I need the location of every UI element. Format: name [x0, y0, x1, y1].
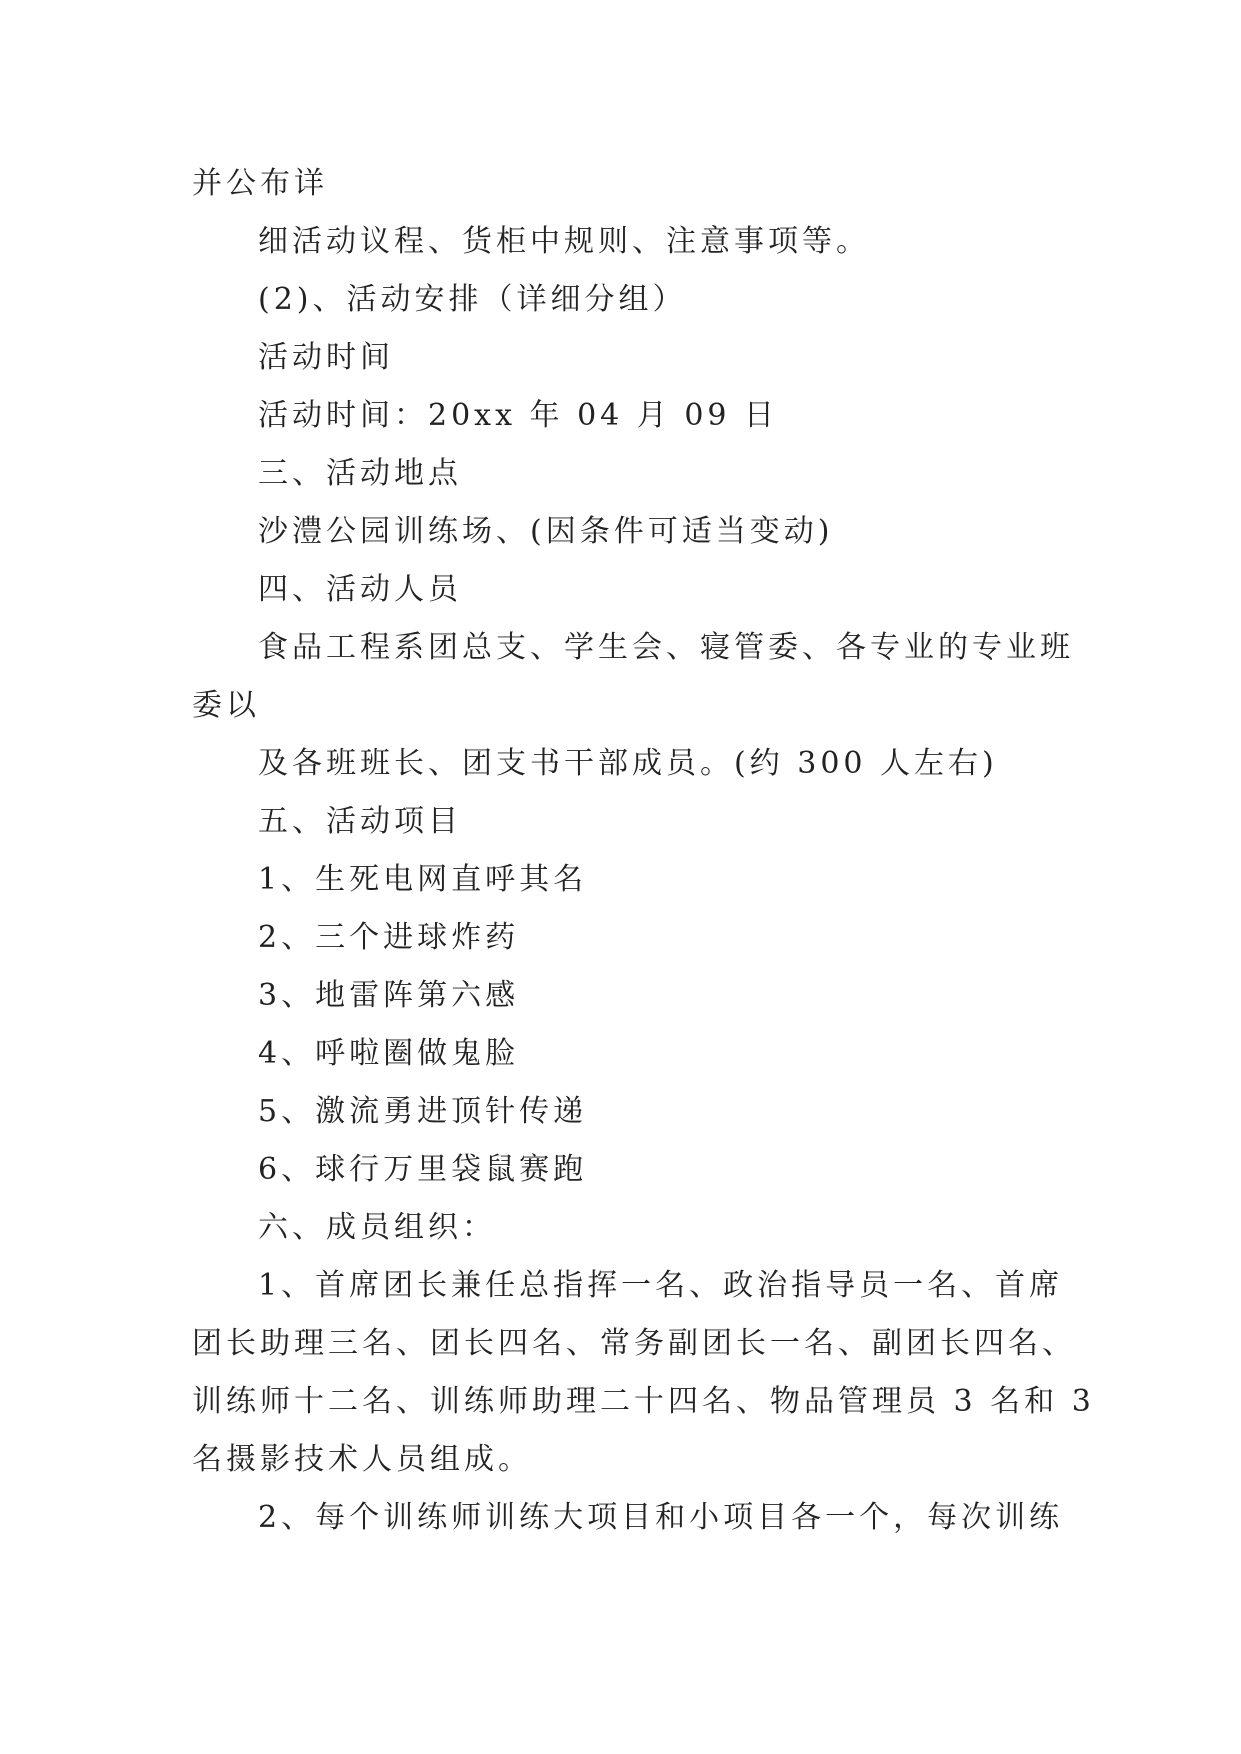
activity-item-5: 5、激流勇进顶针传递 [258, 1094, 588, 1129]
organization-text-2: 团长助理三名、团长四名、常务副团长一名、副团长四名、 [192, 1326, 1076, 1361]
organization-text-4: 名摄影技术人员组成。 [192, 1442, 532, 1477]
text-line-4: 活动时间 [258, 340, 394, 375]
organization-text-3: 训练师十二名、训练师助理二十四名、物品管理员 3 名和 3 [192, 1384, 1095, 1419]
activity-item-3: 3、地雷阵第六感 [258, 978, 520, 1013]
personnel-text-2: 委以 [192, 688, 260, 723]
personnel-text-1: 食品工程系团总支、学生会、寝管委、各专业的专业班 [258, 630, 1074, 665]
text-line-2: 细活动议程、货柜中规则、注意事项等。 [258, 224, 870, 259]
section-heading-personnel: 四、活动人员 [258, 572, 462, 607]
personnel-text-3: 及各班班长、团支书干部成员。(约 300 人左右) [258, 746, 998, 781]
activity-date: 活动时间：20xx 年 04 月 09 日 [258, 398, 779, 433]
text-line-1: 并公布详 [192, 166, 328, 201]
organization-text-1: 1、首席团长兼任总指挥一名、政治指导员一名、首席 [258, 1268, 1064, 1303]
section-heading-activity-arrangement: (2)、活动安排（详细分组） [258, 282, 687, 317]
section-heading-location: 三、活动地点 [258, 456, 462, 491]
section-heading-organization: 六、成员组织： [258, 1210, 496, 1245]
activity-item-2: 2、三个进球炸药 [258, 920, 520, 955]
activity-item-6: 6、球行万里袋鼠赛跑 [258, 1152, 588, 1187]
section-heading-activities: 五、活动项目 [258, 804, 462, 839]
organization-text-5: 2、每个训练师训练大项目和小项目各一个，每次训练 [258, 1500, 1064, 1535]
activity-item-1: 1、生死电网直呼其名 [258, 862, 588, 897]
location-text: 沙澧公园训练场、(因条件可适当变动) [258, 514, 834, 549]
activity-item-4: 4、呼啦圈做鬼脸 [258, 1036, 520, 1071]
